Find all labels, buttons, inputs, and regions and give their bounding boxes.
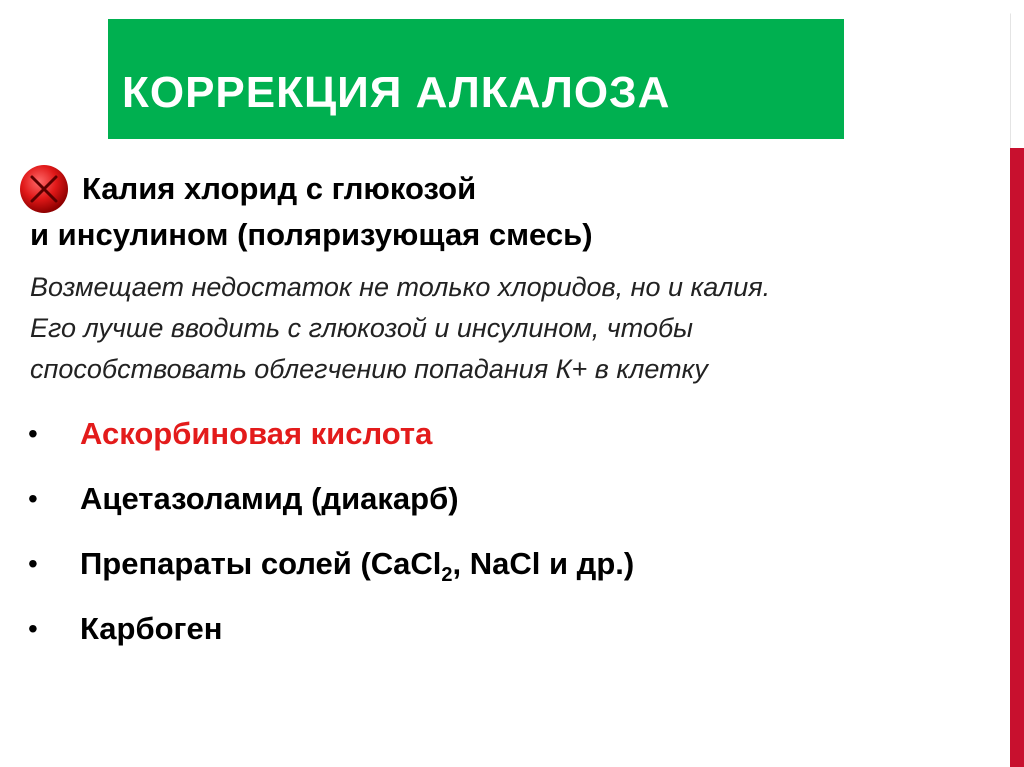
bullet-marker: • (28, 418, 38, 449)
bullet-carbogen: Карбоген (80, 611, 223, 646)
salt-text-before: Препараты солей (CaCl (80, 546, 442, 581)
potassium-chloride-heading (30, 166, 593, 258)
bullet-acetazolamide: Ацетазоламид (диакарб) (80, 481, 459, 516)
page-edge-fold (1010, 0, 1024, 164)
page-edge-decoration (1010, 0, 1024, 767)
salt-text-after: , NaCl и др.) (452, 546, 635, 581)
bullet-marker: • (28, 613, 38, 644)
salt-subscript: 2 (441, 564, 453, 587)
bullet-ascorbic-acid: Аскорбиновая кислота (80, 416, 433, 451)
bullet-marker: • (28, 548, 38, 579)
slide-title: КОРРЕКЦИЯ АЛКАЛОЗА (122, 68, 671, 117)
description-line-2: Его лучше вводить с глюкозой и инсулином, чтобы (30, 313, 694, 343)
bullet-marker: • (28, 483, 38, 514)
bullet-salt-preparations (80, 541, 634, 587)
description-line-3: способствовать облегчению попадания К+ в клетку (30, 354, 708, 384)
description-line-1: Возмещает недостаток не только хлоридов, но и калия. (30, 272, 771, 302)
heading-line-1: Калия хлорид с глюкозой (82, 171, 477, 206)
heading-line-2: и инсулином (поляризующая смесь) (30, 217, 593, 252)
title-banner (108, 19, 844, 139)
description-paragraph (30, 267, 770, 390)
page-edge-red-strip (1010, 148, 1024, 767)
